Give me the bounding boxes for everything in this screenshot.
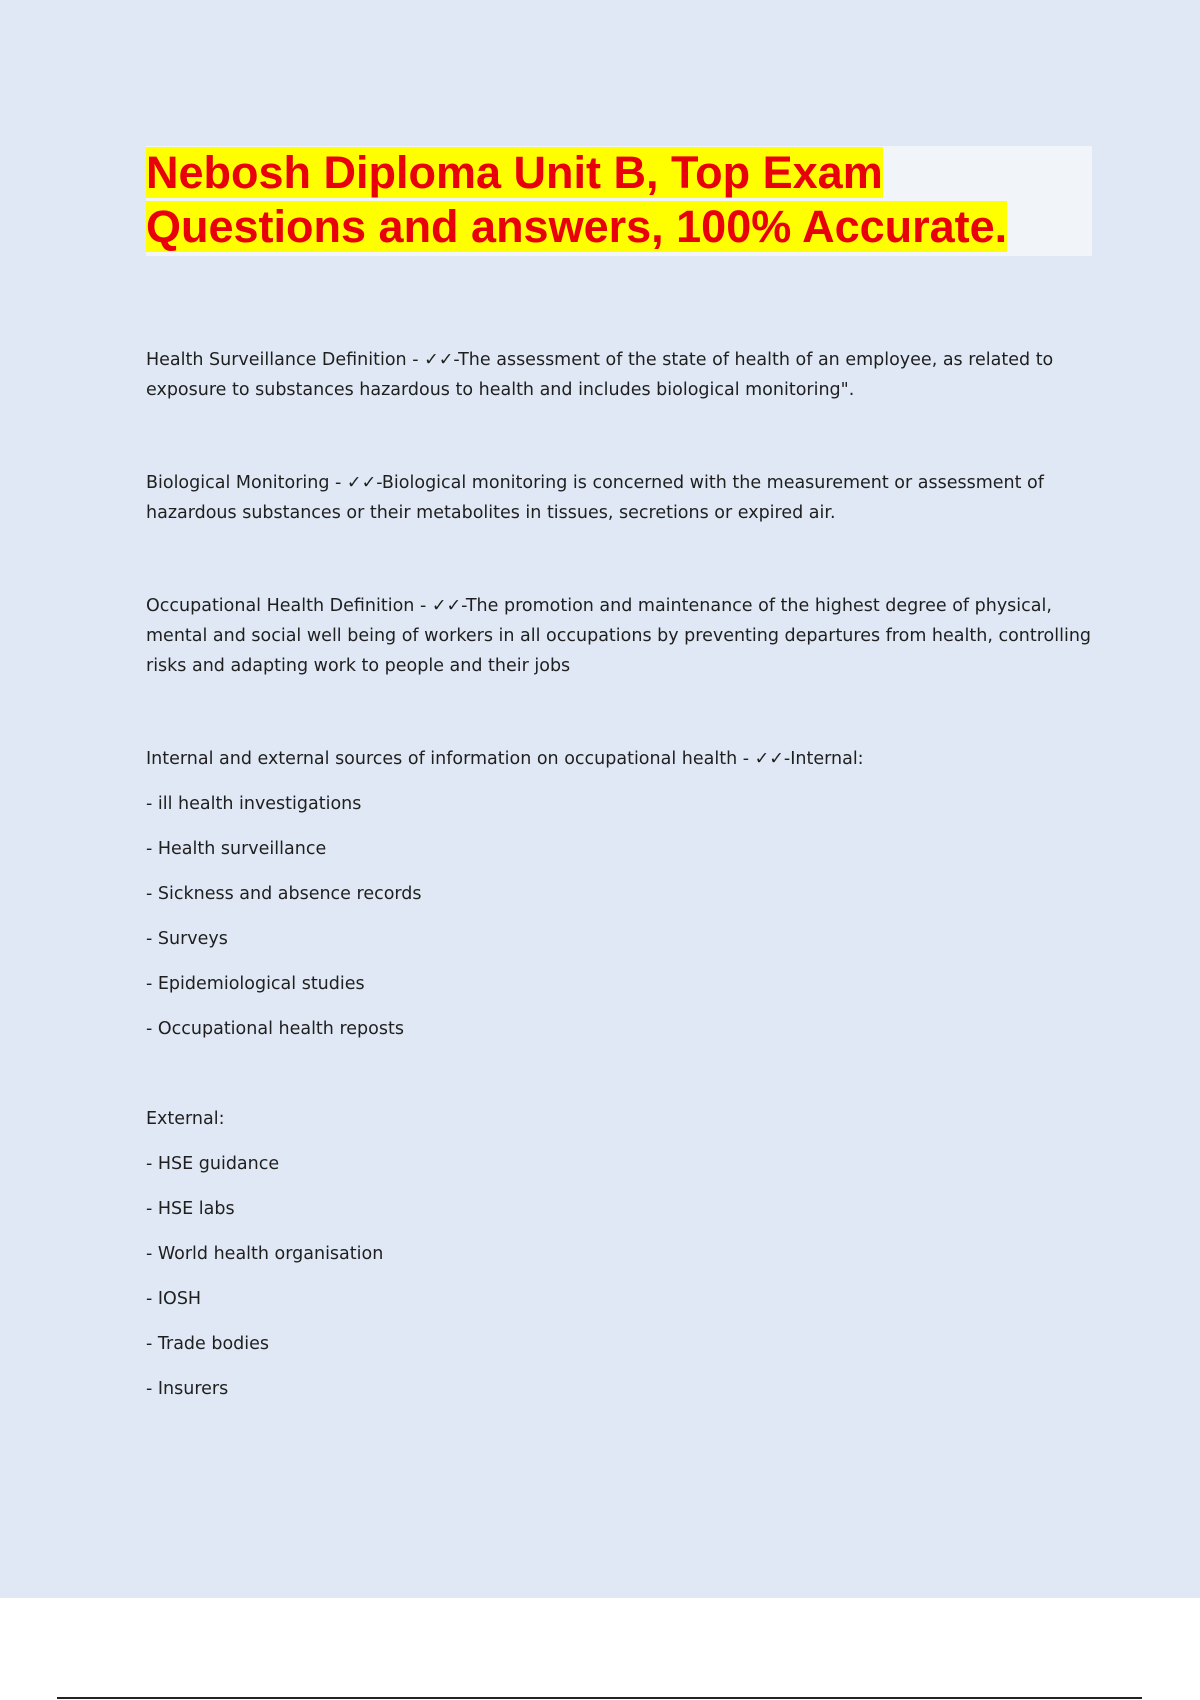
- internal-source-item: - Epidemiological studies: [146, 974, 365, 994]
- external-source-item: - World health organisation: [146, 1244, 384, 1264]
- footer-divider: [57, 1697, 1142, 1699]
- external-sources-heading: External:: [146, 1109, 225, 1129]
- external-source-item: - HSE labs: [146, 1199, 235, 1219]
- internal-source-item: - Surveys: [146, 929, 228, 949]
- internal-source-item: - Health surveillance: [146, 839, 327, 859]
- document-title: [146, 146, 1092, 254]
- internal-source-item: - Occupational health reposts: [146, 1019, 404, 1039]
- external-source-item: - IOSH: [146, 1289, 202, 1309]
- title-block: [146, 146, 1092, 256]
- qa-occupational-health: Occupational Health Definition - ✓✓-The promotion and maintenance of the highest degree of physical, mental and social well being of workers in all occupations by preventing departures from health, controlling risks and adapting work to people and their jobs: [146, 596, 1092, 676]
- document-title-text: Nebosh Diploma Unit B, Top Exam Questions and answers, 100% Accurate.: [146, 147, 1008, 252]
- qa-sources-question: Internal and external sources of information on occupational health - ✓✓-Internal:: [146, 749, 864, 769]
- internal-source-item: - ill health investigations: [146, 794, 362, 814]
- external-source-item: - Insurers: [146, 1379, 229, 1399]
- section-spacer: [146, 1059, 1096, 1104]
- internal-source-item: - Sickness and absence records: [146, 884, 422, 904]
- qa-biological-monitoring: Biological Monitoring - ✓✓-Biological monitoring is concerned with the measurement or assessment of hazardous substances or their metabolites in tissues, secretions or expired air.: [146, 473, 1044, 523]
- qa-health-surveillance: Health Surveillance Definition - ✓✓-The assessment of the state of health of an employee, as related to exposure to substances hazardous to health and includes biological monitoring".: [146, 350, 1054, 400]
- document-body: [146, 345, 1096, 1419]
- external-source-item: - Trade bodies: [146, 1334, 270, 1354]
- external-source-item: - HSE guidance: [146, 1154, 280, 1174]
